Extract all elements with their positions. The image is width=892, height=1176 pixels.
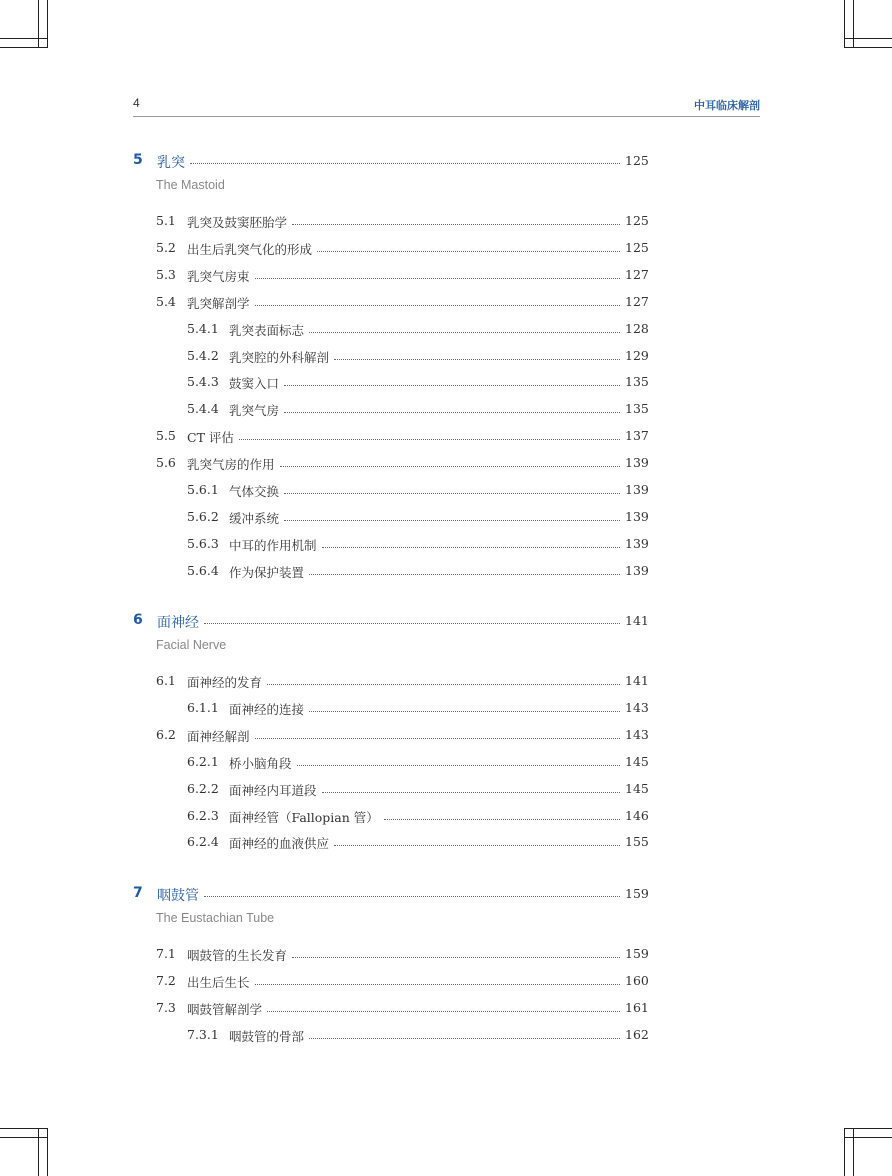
entry-title: 乳突腔的外科解剖 [229,348,334,366]
section-entry[interactable] [0,727,892,749]
dot-leader [267,1011,620,1012]
dot-leader [284,412,620,413]
entry-page-number: 137 [625,428,649,444]
section-entry[interactable] [0,455,892,477]
subsection-entry[interactable] [0,321,892,343]
chapter-subtitle: The Mastoid [156,178,225,192]
entry-page-number: 125 [625,239,649,255]
subsection-entry[interactable] [0,834,892,856]
entry-page-number: 161 [625,999,649,1015]
entry-title: 咽鼓管的骨部 [229,1027,309,1045]
section-entry[interactable] [0,973,892,995]
entry-title: 面神经的发育 [187,673,267,691]
entry-title: 乳突表面标志 [229,321,309,339]
entry-page-number: 139 [625,562,649,578]
entry-page-number: 143 [625,726,649,742]
dot-leader [204,896,620,897]
subsection-entry[interactable] [0,563,892,585]
dot-leader [239,439,620,440]
dot-leader [309,574,620,575]
entry-number: 6.2 [156,726,176,742]
entry-title: 乳突 [157,152,190,172]
entry-title: 桥小脑角段 [229,754,297,772]
entry-number: 5.5 [156,428,176,444]
section-entry[interactable] [0,294,892,316]
entry-page-number: 135 [625,401,649,417]
entry-page-number: 145 [625,753,649,769]
entry-number: 7.1 [156,946,176,961]
entry-number: 6.2.1 [187,753,219,769]
dot-leader [317,251,620,252]
dot-leader [309,711,620,712]
entry-page-number: 135 [625,374,649,390]
page-number: 4 [133,96,140,110]
entry-number: 6.1.1 [187,699,219,715]
entry-title: 中耳的作用机制 [229,536,322,554]
subsection-entry[interactable] [0,536,892,558]
dot-leader [255,305,620,306]
dot-leader [284,385,620,386]
section-entry[interactable] [0,240,892,262]
dot-leader [284,520,620,521]
entry-number: 6.1 [156,673,176,688]
dot-leader [334,359,620,360]
entry-number: 5.4 [156,293,176,309]
subsection-entry[interactable] [0,1027,892,1049]
dot-leader [190,163,620,164]
subsection-entry[interactable] [0,754,892,776]
subsection-entry[interactable] [0,348,892,370]
subsection-entry[interactable] [0,700,892,722]
dot-leader [309,332,620,333]
subsection-entry[interactable] [0,808,892,830]
dot-leader [309,1038,620,1039]
section-entry[interactable] [0,213,892,235]
entry-title: 出生后乳突气化的形成 [187,240,317,258]
entry-title: 乳突气房束 [187,267,255,285]
dot-leader [334,845,620,846]
subsection-entry[interactable] [0,781,892,803]
running-title: 中耳临床解剖 [694,99,760,112]
entry-number: 5.4.1 [187,320,219,336]
entry-page-number: 127 [625,293,649,309]
entry-title: 乳突气房 [229,401,284,419]
entry-title: 面神经内耳道段 [229,781,322,799]
entry-number: 5.4.2 [187,347,219,363]
entry-page-number: 143 [625,699,649,715]
entry-number: 7.3 [156,999,176,1015]
entry-page-number: 141 [625,673,649,688]
entry-number: 5.4.3 [187,374,219,390]
entry-page-number: 139 [625,482,649,497]
entry-title: 咽鼓管 [157,885,204,905]
entry-title: 气体交换 [229,482,284,500]
entry-title: 面神经 [157,612,204,632]
subsection-entry[interactable] [0,401,892,423]
entry-number: 6 [133,612,143,628]
entry-page-number: 155 [625,834,649,850]
entry-number: 5.6.4 [187,562,219,578]
dot-leader [255,738,620,739]
entry-page-number: 125 [625,213,649,228]
entry-title: 面神经的血液供应 [229,834,334,852]
chapter-entry[interactable] [0,612,892,634]
entry-title: 面神经的连接 [229,700,309,718]
entry-title: 乳突气房的作用 [187,455,280,473]
entry-title: 面神经管（Fallopian 管） [229,808,384,826]
entry-page-number: 139 [625,455,649,471]
dot-leader [284,493,620,494]
entry-title: 面神经解剖 [187,727,255,745]
dot-leader [255,278,620,279]
section-entry[interactable] [0,267,892,289]
entry-title: 鼓窦入口 [229,374,284,392]
entry-page-number: 127 [625,266,649,282]
entry-page-number: 159 [625,886,649,901]
section-entry[interactable] [0,946,892,968]
entry-page-number: 141 [625,613,649,628]
entry-number: 7 [133,885,143,901]
subsection-entry[interactable] [0,374,892,396]
subsection-entry[interactable] [0,482,892,504]
entry-number: 5.1 [156,213,176,228]
entry-title: 乳突解剖学 [187,294,255,312]
entry-page-number: 139 [625,508,649,524]
dot-leader [280,466,620,467]
entry-page-number: 146 [625,807,649,823]
entry-number: 5.4.4 [187,401,219,417]
chapter-entry[interactable] [0,152,892,174]
entry-number: 7.3.1 [187,1026,219,1042]
section-entry[interactable] [0,673,892,695]
entry-number: 7.2 [156,972,176,988]
dot-leader [322,547,620,548]
entry-number: 5.6.3 [187,535,219,551]
entry-page-number: 145 [625,780,649,796]
chapter-subtitle: Facial Nerve [156,638,227,652]
entry-title: 咽鼓管的生长发育 [187,946,292,964]
entry-number: 5.6 [156,455,176,471]
entry-number: 5.6.1 [187,482,219,497]
entry-number: 5 [133,152,143,168]
entry-page-number: 125 [625,153,649,168]
entry-number: 6.2.3 [187,807,219,823]
entry-title: CT 评估 [187,428,239,446]
dot-leader [255,984,620,985]
dot-leader [267,684,620,685]
dot-leader [292,224,620,225]
entry-page-number: 162 [625,1026,649,1042]
entry-number: 6.2.2 [187,780,219,796]
entry-number: 6.2.4 [187,834,219,850]
dot-leader [322,792,620,793]
section-entry[interactable] [0,1000,892,1022]
dot-leader [292,957,620,958]
entry-page-number: 129 [625,347,649,363]
dot-leader [297,765,620,766]
chapter-subtitle: The Eustachian Tube [156,911,275,925]
section-entry[interactable] [0,428,892,450]
entry-page-number: 139 [625,535,649,551]
entry-number: 5.2 [156,239,176,255]
entry-title: 咽鼓管解剖学 [187,1000,267,1018]
entry-page-number: 159 [625,946,649,961]
dot-leader [204,623,620,624]
entry-title: 出生后生长 [187,973,255,991]
entry-title: 作为保护装置 [229,563,309,581]
chapter-entry[interactable] [0,885,892,907]
entry-number: 5.6.2 [187,508,219,524]
entry-page-number: 128 [625,320,649,336]
entry-page-number: 160 [625,972,649,988]
entry-number: 5.3 [156,266,176,282]
entry-title: 缓冲系统 [229,509,284,527]
entry-title: 乳突及鼓窦胚胎学 [187,213,292,231]
subsection-entry[interactable] [0,509,892,531]
dot-leader [384,819,620,820]
